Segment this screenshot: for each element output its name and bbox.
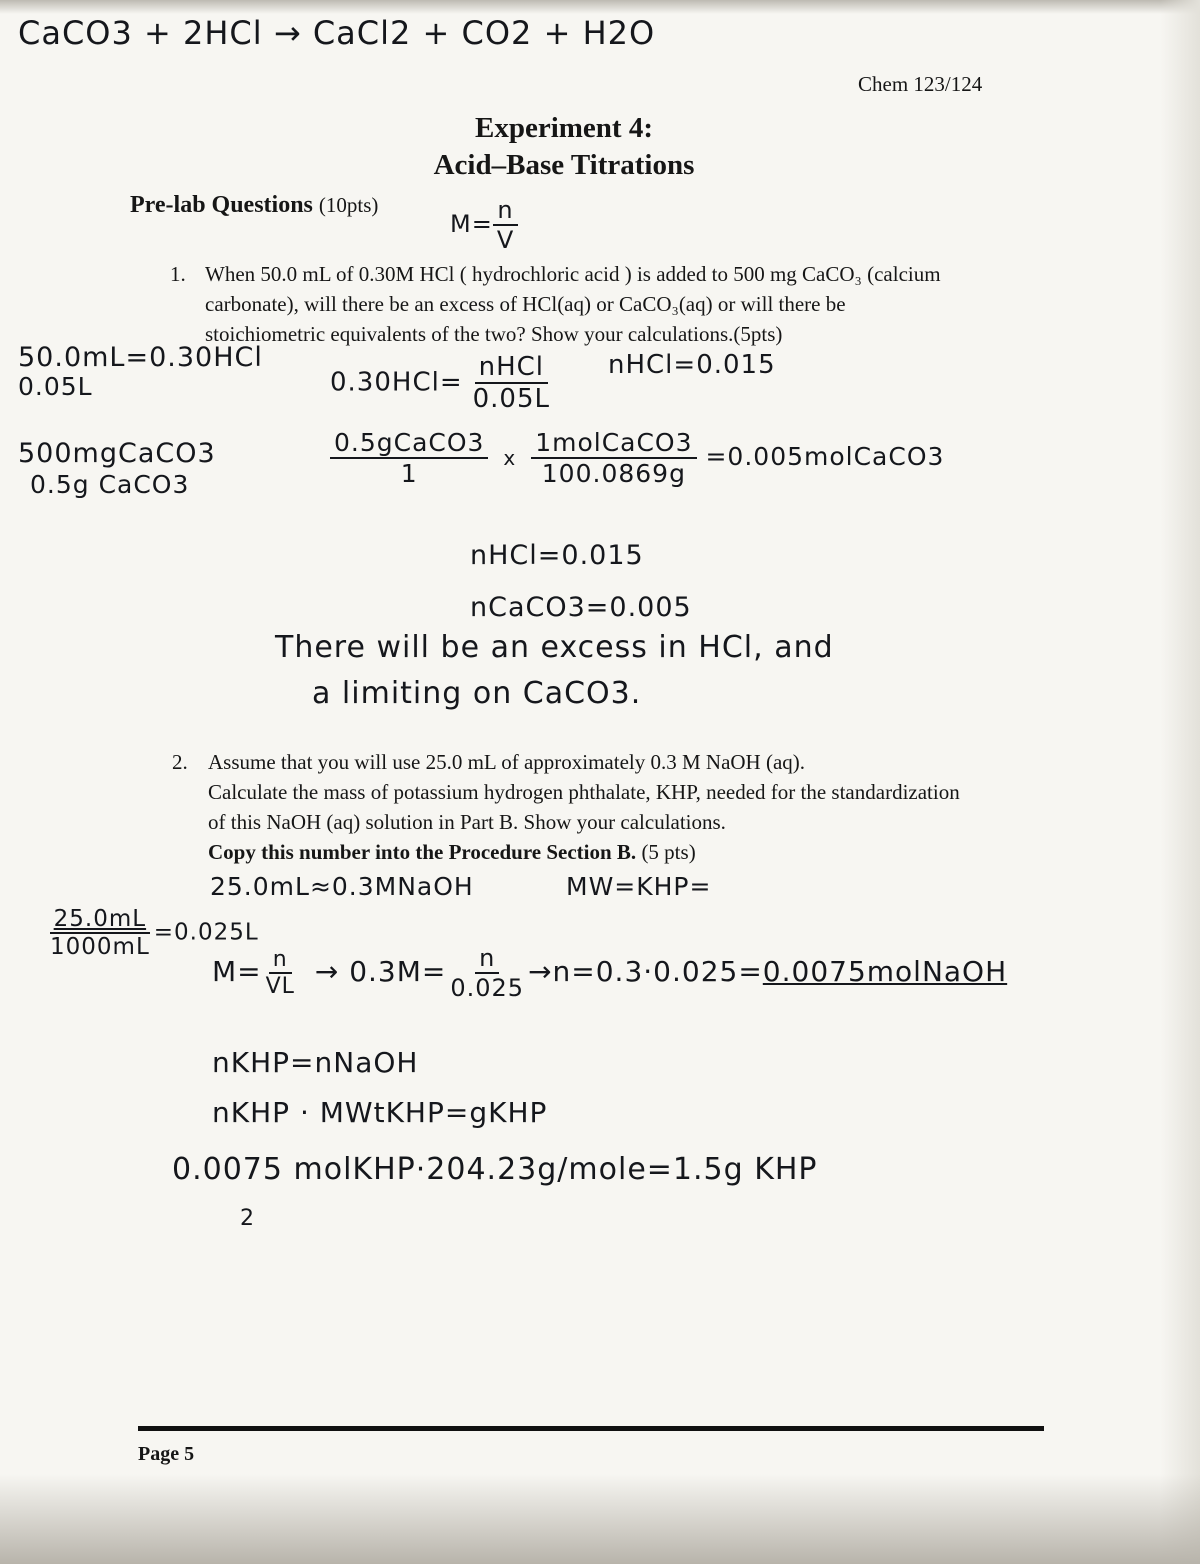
q1-concentration-eq — [330, 352, 554, 414]
molarity-formula — [450, 196, 518, 254]
q2-molecular-weight: MW=KHP= — [566, 872, 712, 901]
q1-text-line1: When 50.0 mL of 0.30M HCl ( hydrochloric acid ) is added to 500 mg CaCO₃ (calcium — [205, 262, 941, 286]
mole-result: =0.005molCaCO3 — [705, 442, 945, 471]
q2-final-note: 2 — [240, 1206, 255, 1231]
q1-volume-line1: 50.0mL=0.30HCl — [18, 342, 263, 373]
q2-equivalence: nKHP=nNaOH — [212, 1046, 419, 1079]
q1-mole-conversion — [330, 428, 944, 488]
times-sign: x — [503, 446, 517, 470]
mole-den2: 100.0869g — [541, 459, 686, 488]
q1-conclusion-line1: There will be an excess in HCl, and — [275, 630, 834, 665]
conc-lhs: 0.30HCl= — [330, 367, 463, 398]
q2-text-line4 — [208, 840, 696, 865]
q2-molarity-work — [212, 944, 1007, 1002]
q2-number: 2. — [172, 750, 188, 774]
page-number: Page 5 — [138, 1443, 195, 1465]
mole-num2: 1molCaCO3 — [531, 428, 696, 459]
mole-num1: 0.5gCaCO3 — [330, 428, 488, 459]
formula-numerator: n — [493, 196, 517, 226]
conc-denominator: 0.05L — [472, 384, 550, 414]
top-shadow — [0, 0, 1200, 14]
conv-fraction — [46, 906, 154, 960]
mole-fraction-2 — [531, 428, 696, 488]
q2-text-line1: Assume that you will use 25.0 mL of approximately 0.3 M NaOH (aq). — [208, 750, 806, 774]
formula-fraction — [493, 196, 518, 254]
q1-volume-line2: 0.05L — [18, 372, 93, 401]
q2-given: 25.0mL≈0.3MNaOH — [210, 872, 474, 901]
mole-den1: 1 — [400, 459, 418, 488]
q1-mass-line1: 500mgCaCO3 — [18, 438, 216, 469]
m2-denominator: 0.025 — [450, 974, 525, 1002]
q1-mass-line2: 0.5g CaCO3 — [30, 470, 190, 499]
bottom-shadow — [0, 1474, 1200, 1564]
m-denominator: VL — [265, 974, 295, 999]
formula-lhs: M= — [450, 210, 493, 238]
mole-fraction-1 — [330, 428, 488, 488]
formula-denominator: V — [496, 226, 515, 254]
footer-rule — [138, 1426, 1044, 1431]
conc-numerator: nHCl — [475, 352, 548, 384]
arrow-substitution: → 0.3M= — [314, 955, 447, 988]
conv-result: =0.025L — [153, 919, 259, 946]
handwritten-reaction-equation: CaCO3 + 2HCl → CaCl2 + CO2 + H2O — [18, 14, 656, 52]
q1-text-line2: carbonate), will there be an excess of HCl(aq) or CaCO₃(aq) or will there be — [205, 292, 846, 316]
right-shadow — [1160, 0, 1200, 1564]
q1-text-line3: stoichiometric equivalents of the two? Show your calculations.(5pts) — [205, 322, 783, 346]
m-numerator: n — [269, 947, 292, 974]
conv-numerator: 25.0mL — [50, 906, 150, 934]
m-fraction — [262, 947, 299, 999]
q1-summary-hcl: nHCl=0.015 — [470, 540, 644, 571]
q2-copy-instruction: Copy this number into the Procedure Section B. — [208, 840, 637, 864]
m2-numerator: n — [475, 944, 499, 974]
q2-final-answer: 0.0075 molKHP·204.23g/mole=1.5g KHP — [172, 1152, 818, 1187]
q1-summary-caco3: nCaCO3=0.005 — [470, 592, 692, 623]
n-result-prefix: →n=0.3·0.025= — [528, 955, 763, 988]
m2-fraction — [446, 944, 528, 1002]
prelab-heading-text: Pre-lab Questions — [130, 192, 313, 218]
experiment-number: Experiment 4: — [475, 112, 653, 144]
q1-number: 1. — [170, 262, 186, 286]
q2-text-line2: Calculate the mass of potassium hydrogen phthalate, KHP, needed for the standardization — [208, 780, 960, 804]
prelab-heading — [130, 192, 378, 219]
conv-denominator: 1000mL — [50, 934, 150, 960]
q2-text-line3: of this NaOH (aq) solution in Part B. Show your calculations. — [208, 810, 726, 834]
prelab-points: (10pts) — [318, 193, 379, 217]
conc-fraction — [469, 352, 554, 414]
experiment-title: Acid–Base Titrations — [433, 149, 695, 181]
q2-points: (5 pts) — [641, 840, 696, 864]
course-code: Chem 123/124 — [858, 72, 983, 96]
q1-n-hcl-result: nHCl=0.015 — [608, 350, 776, 380]
q1-conclusion-line2: a limiting on CaCO3. — [312, 676, 642, 711]
m-lhs: M= — [212, 955, 262, 988]
q2-mass-relation: nKHP · MWtKHP=gKHP — [212, 1096, 548, 1129]
n-result-value: 0.0075molNaOH — [762, 955, 1008, 988]
